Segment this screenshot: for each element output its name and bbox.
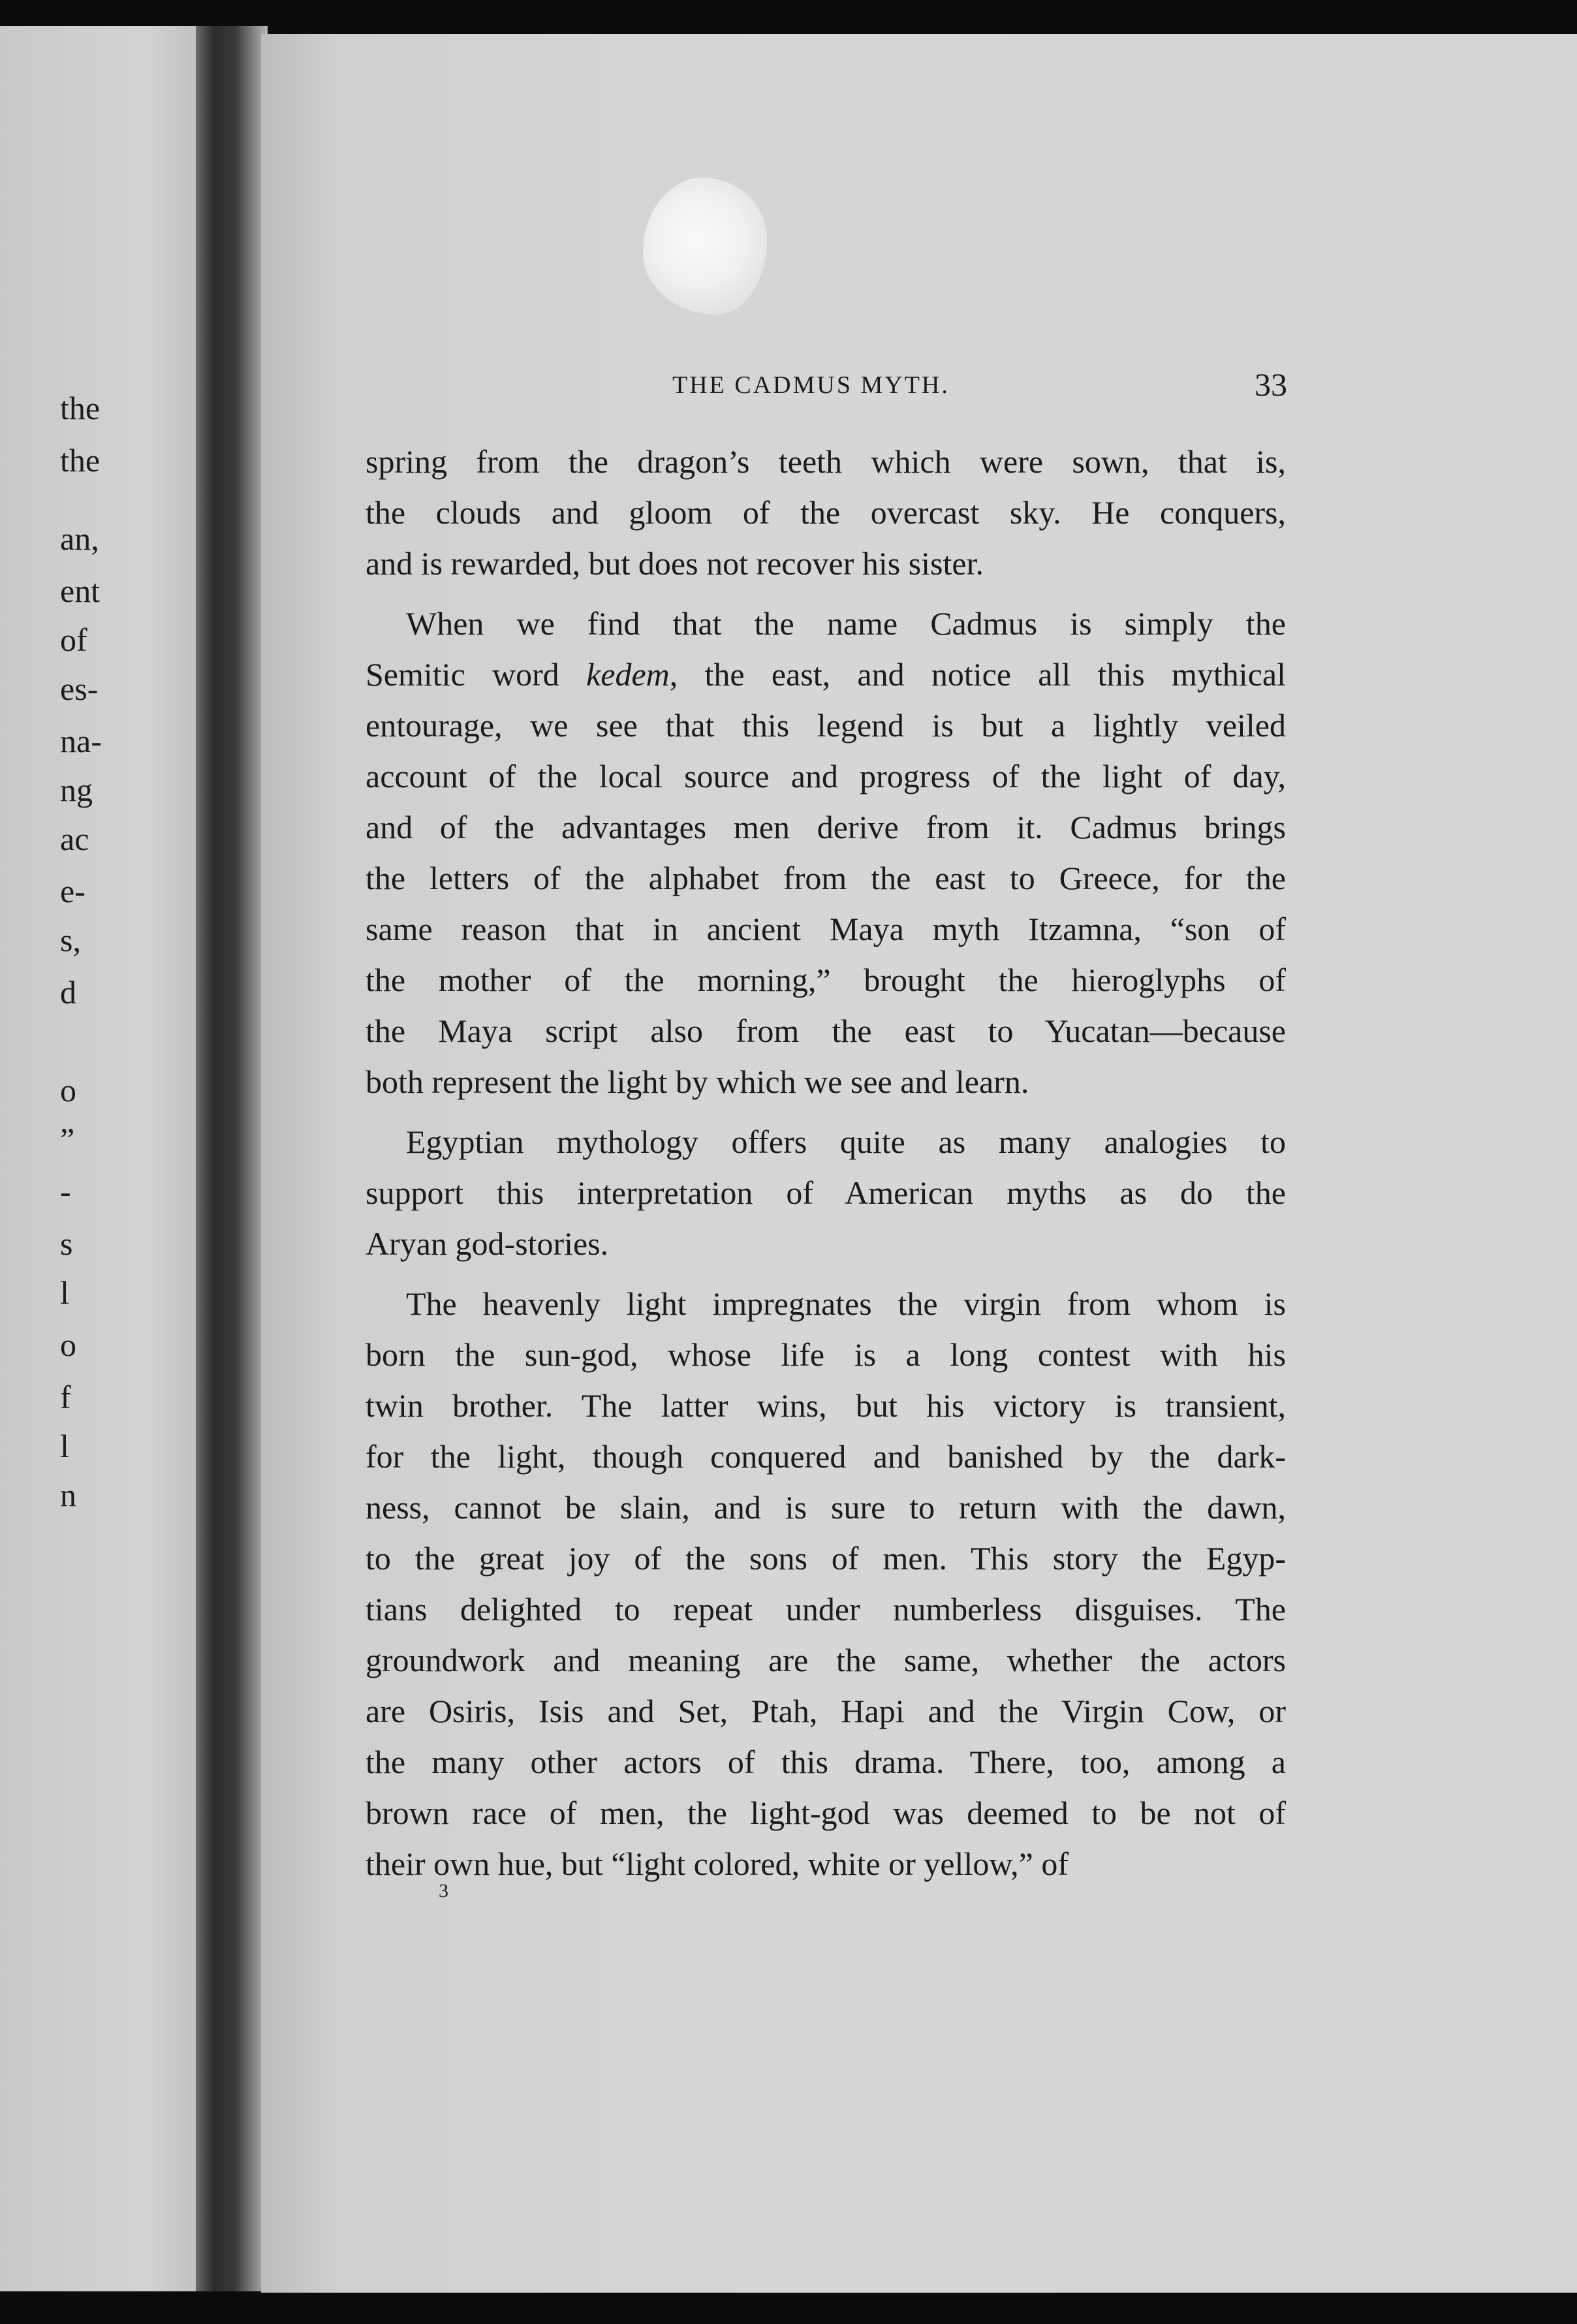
facing-page-fragment: f (60, 1379, 71, 1415)
text-line: and is rewarded, but does not recover his sister. (366, 545, 984, 582)
text-line: to the great joy of the sons of men. This story the Egyp- (366, 1540, 1286, 1577)
facing-page-fragment: es- (60, 670, 99, 707)
text-line: the clouds and gloom of the overcast sky. He conquers, (366, 494, 1286, 531)
facing-page-fragment: - (60, 1173, 71, 1210)
text-line: When we find that the name Cadmus is simply the (406, 605, 1286, 642)
text-line: entourage, we see that this legend is but a lightly veiled (366, 707, 1286, 744)
text-line: born the sun-god, whose life is a long contest with his (366, 1336, 1286, 1373)
paper-stain (643, 178, 767, 315)
facing-page-fragment: ent (60, 573, 101, 609)
facing-page-fragment: ” (60, 1121, 75, 1157)
facing-page-fragment: the (60, 390, 101, 426)
facing-page-fragment: ng (60, 772, 93, 808)
signature-mark: 3 (439, 1880, 448, 1902)
facing-page-fragment: l (60, 1428, 69, 1464)
page-number: 33 (1255, 366, 1287, 403)
facing-page-fragment: of (60, 621, 87, 658)
text-line: groundwork and meaning are the same, whether the actors (366, 1642, 1286, 1678)
facing-page-fragment: e- (60, 873, 86, 909)
facing-page-fragment: n (60, 1477, 76, 1513)
text-line: the many other actors of this drama. There, too, among a (366, 1744, 1286, 1780)
text-line: the letters of the alphabet from the east to Greece, for the (366, 860, 1286, 896)
text-line: the mother of the morning,” brought the hieroglyphs of (366, 962, 1286, 998)
text-line: are Osiris, Isis and Set, Ptah, Hapi and the Virgin Cow, or (366, 1693, 1286, 1729)
facing-page-fragment: l (60, 1274, 69, 1311)
text-line: twin brother. The latter wins, but his victory is transient, (366, 1387, 1286, 1424)
text-line: Aryan god-stories. (366, 1225, 609, 1262)
facing-page-fragment: s, (60, 922, 81, 958)
text-line: The heavenly light impregnates the virgin from whom is (406, 1285, 1286, 1322)
text-line: tians delighted to repeat under numberless disguises. The (366, 1591, 1286, 1627)
text-line: account of the local source and progress of the light of day, (366, 758, 1286, 794)
paragraph-gap (366, 1269, 1286, 1278)
facing-page-fragment: ac (60, 821, 89, 857)
page-header (366, 366, 1292, 405)
text-line: ness, cannot be slain, and is sure to return with the dawn, (366, 1489, 1286, 1526)
facing-page-fragment: the (60, 442, 101, 479)
text-line: Semitic word kedem, the east, and notice all this mythical (366, 656, 1286, 693)
facing-page-fragment: d (60, 974, 76, 1011)
body-text (366, 436, 1286, 1889)
binding-gutter (196, 26, 268, 2291)
text-line: both represent the light by which we see and learn. (366, 1063, 1029, 1100)
text-line: brown race of men, the light-god was deemed to be not of (366, 1795, 1286, 1831)
text-line: Egyptian mythology offers quite as many analogies to (406, 1123, 1286, 1160)
running-head: THE CADMUS MYTH. (672, 371, 950, 399)
paragraph-gap (366, 1107, 1286, 1116)
facing-page-fragment: o (60, 1072, 76, 1108)
facing-page-fragment: na- (60, 723, 102, 759)
facing-page-fragment: an, (60, 520, 99, 557)
text-line: same reason that in ancient Maya myth Itzamna, “son of (366, 911, 1286, 947)
text-line: the Maya script also from the east to Yucatan—because (366, 1013, 1286, 1049)
paragraph-gap (366, 589, 1286, 598)
text-line: and of the advantages men derive from it. Cadmus brings (366, 809, 1286, 845)
facing-page-fragment: o (60, 1327, 76, 1363)
text-line: their own hue, but “light colored, white or yellow,” of (366, 1845, 1069, 1882)
facing-page-fragment: s (60, 1225, 73, 1262)
text-line: for the light, though conquered and banished by the dark- (366, 1438, 1286, 1475)
text-line: support this interpretation of American myths as do the (366, 1174, 1286, 1211)
facing-page-edge (0, 26, 209, 2291)
text-line: spring from the dragon’s teeth which were sown, that is, (366, 443, 1286, 480)
